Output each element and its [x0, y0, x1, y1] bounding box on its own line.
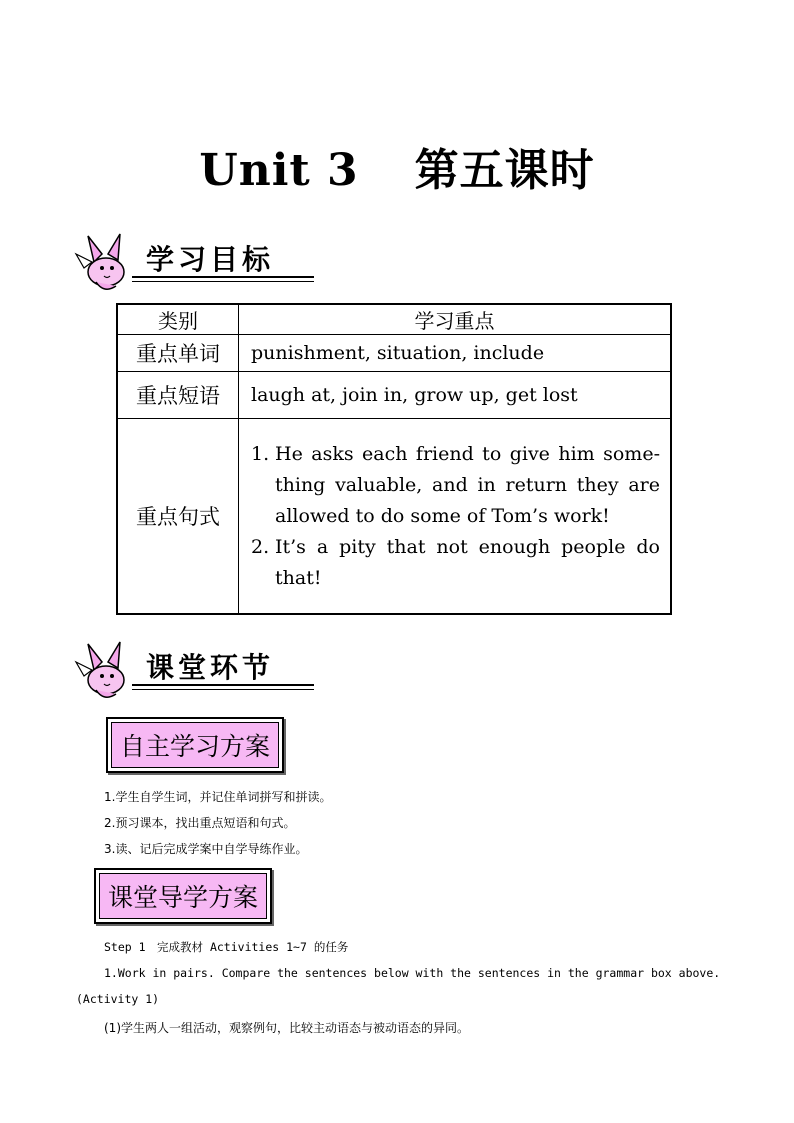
- self-study-box: [106, 717, 284, 773]
- sentence-item: 1. He asks each friend to give him some-thing valuable, and in return they are allowed to do some of Tom’s work!: [251, 442, 660, 527]
- task-sub-item: (1)学生两人一组活动，观察例句，比较主动语态与被动语态的异同。: [104, 1021, 470, 1035]
- heading-rule: [132, 276, 314, 278]
- heading-rule: [132, 684, 314, 686]
- table-row: [117, 335, 671, 372]
- task-line-cont: (Activity 1): [76, 992, 160, 1006]
- title-unit: Unit 3: [199, 145, 359, 196]
- class-guide-box: [94, 868, 272, 924]
- goals-table: [116, 303, 672, 615]
- header-focus: 学习重点: [239, 304, 672, 335]
- table-row: [117, 372, 671, 419]
- self-study-item: 3.读、记后完成学案中自学导练作业。: [104, 842, 308, 856]
- goals-section-heading: [74, 232, 314, 296]
- sentence-list: [251, 439, 660, 594]
- goals-heading-label: 学习目标: [146, 243, 275, 276]
- step-line: Step 1 完成教材 Activities 1~7 的任务: [104, 940, 349, 954]
- self-study-item: 1.学生自学生词，并记住单词拼写和拼读。: [104, 790, 332, 804]
- self-study-item: 2.预习课本，找出重点短语和句式。: [104, 816, 296, 830]
- category-cell: 重点单词: [117, 335, 239, 372]
- fox-mascot-icon: [74, 640, 134, 702]
- class-heading-label: 课堂环节: [146, 651, 275, 684]
- self-study-label: 自主学习方案: [111, 722, 279, 768]
- page-title: [0, 134, 794, 198]
- class-guide-label: 课堂导学方案: [99, 873, 267, 919]
- title-lesson: 第五课时: [414, 145, 595, 196]
- content-cell: [239, 419, 672, 615]
- class-section-heading: [74, 640, 314, 704]
- table-row: [117, 419, 671, 615]
- heading-rule-thin: [132, 281, 314, 282]
- heading-rule-thin: [132, 689, 314, 690]
- header-category: 类别: [117, 304, 239, 335]
- category-cell: 重点短语: [117, 372, 239, 419]
- table-header-row: [117, 304, 671, 335]
- content-cell: laugh at, join in, grow up, get lost: [239, 372, 672, 419]
- sentence-item: 2. It’s a pity that not enough people do that!: [251, 535, 660, 589]
- category-cell: 重点句式: [117, 419, 239, 615]
- content-cell: punishment, situation, include: [239, 335, 672, 372]
- task-line: 1.Work in pairs. Compare the sentences below with the sentences in the grammar box above.: [104, 966, 721, 980]
- fox-mascot-icon: [74, 232, 134, 294]
